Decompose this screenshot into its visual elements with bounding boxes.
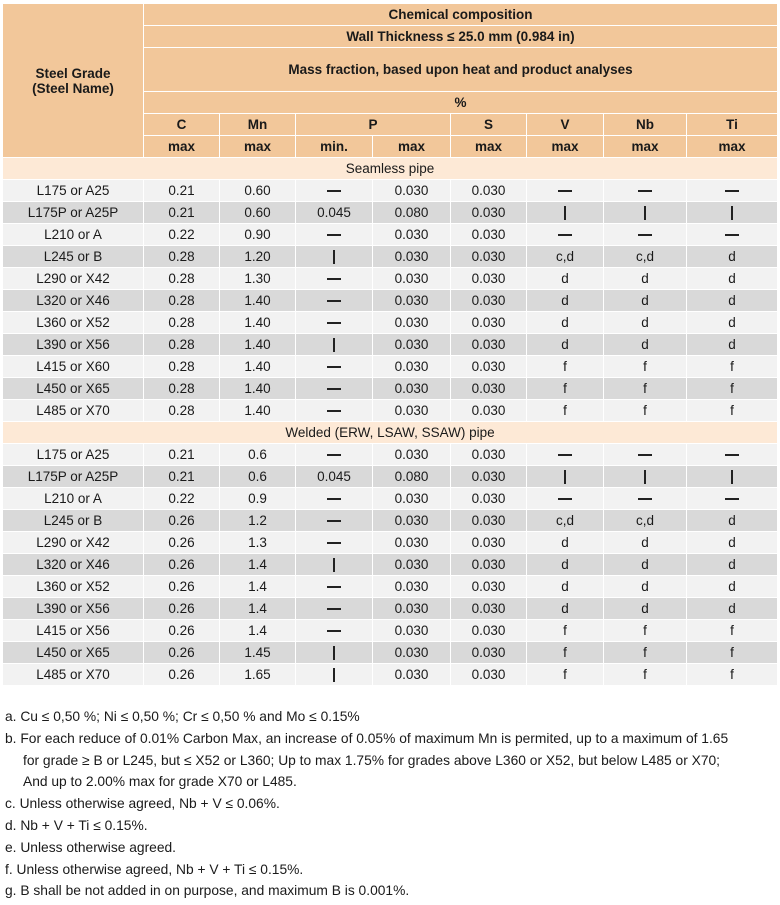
value-cell: 0.030 bbox=[451, 268, 527, 290]
value-cell: 0.030 bbox=[373, 532, 451, 554]
bar-icon bbox=[644, 206, 646, 220]
element-header: Nb bbox=[604, 114, 687, 136]
value-cell: f bbox=[604, 400, 687, 422]
value-cell: 0.90 bbox=[220, 224, 296, 246]
value-cell: 0.26 bbox=[144, 664, 220, 686]
dash-mark bbox=[296, 444, 373, 466]
value-cell: 0.030 bbox=[451, 510, 527, 532]
bar-mark bbox=[296, 334, 373, 356]
value-cell: 1.4 bbox=[220, 598, 296, 620]
limit-header: max bbox=[687, 136, 778, 158]
dash-icon bbox=[327, 608, 341, 610]
bar-icon bbox=[564, 470, 566, 484]
value-cell: d bbox=[604, 576, 687, 598]
steel-grade-cell: L390 or X56 bbox=[3, 334, 144, 356]
value-cell: f bbox=[687, 400, 778, 422]
value-cell: 0.28 bbox=[144, 378, 220, 400]
value-cell: 0.030 bbox=[451, 620, 527, 642]
section-title: Welded (ERW, LSAW, SSAW) pipe bbox=[3, 422, 778, 444]
table-row bbox=[3, 664, 778, 686]
value-cell: 0.26 bbox=[144, 598, 220, 620]
value-cell: 0.030 bbox=[373, 290, 451, 312]
value-cell: 0.030 bbox=[373, 224, 451, 246]
dash-mark bbox=[296, 224, 373, 246]
bar-mark bbox=[296, 664, 373, 686]
value-cell: 1.2 bbox=[220, 510, 296, 532]
steel-grade-cell: L360 or X52 bbox=[3, 312, 144, 334]
value-cell: f bbox=[604, 378, 687, 400]
steel-grade-cell: L360 or X52 bbox=[3, 576, 144, 598]
dash-icon bbox=[725, 454, 739, 456]
footnote-g: g. B shall be not added in on purpose, and maximum B is 0.001%. bbox=[5, 883, 410, 899]
table-row bbox=[3, 510, 778, 532]
dash-icon bbox=[327, 322, 341, 324]
dash-mark bbox=[687, 224, 778, 246]
value-cell: 0.030 bbox=[451, 378, 527, 400]
table-row bbox=[3, 620, 778, 642]
bar-mark bbox=[687, 202, 778, 224]
bar-mark bbox=[604, 202, 687, 224]
value-cell: d bbox=[604, 268, 687, 290]
dash-mark bbox=[296, 488, 373, 510]
steel-grade-cell: L175 or A25 bbox=[3, 444, 144, 466]
value-cell: f bbox=[687, 642, 778, 664]
wall-thickness-header: Wall Thickness ≤ 25.0 mm (0.984 in) bbox=[144, 26, 778, 48]
value-cell: 0.030 bbox=[451, 642, 527, 664]
value-cell: 0.030 bbox=[373, 620, 451, 642]
value-cell: c,d bbox=[604, 510, 687, 532]
value-cell: 0.26 bbox=[144, 532, 220, 554]
value-cell: 0.26 bbox=[144, 576, 220, 598]
value-cell: 0.045 bbox=[296, 466, 373, 488]
value-cell: 0.030 bbox=[373, 598, 451, 620]
value-cell: f bbox=[527, 620, 604, 642]
value-cell: 0.030 bbox=[451, 202, 527, 224]
dash-icon bbox=[558, 454, 572, 456]
bar-icon bbox=[333, 646, 335, 660]
value-cell: 0.22 bbox=[144, 224, 220, 246]
table-row bbox=[3, 356, 778, 378]
dash-icon bbox=[725, 234, 739, 236]
value-cell: f bbox=[527, 642, 604, 664]
bar-icon bbox=[333, 338, 335, 352]
element-header: P bbox=[296, 114, 451, 136]
dash-icon bbox=[558, 234, 572, 236]
bar-icon bbox=[333, 668, 335, 682]
table-row bbox=[3, 312, 778, 334]
value-cell: 0.6 bbox=[220, 444, 296, 466]
dash-mark bbox=[296, 532, 373, 554]
value-cell: 0.28 bbox=[144, 290, 220, 312]
dash-mark bbox=[296, 356, 373, 378]
value-cell: 0.030 bbox=[451, 312, 527, 334]
value-cell: d bbox=[604, 554, 687, 576]
bar-mark bbox=[604, 466, 687, 488]
table-row bbox=[3, 466, 778, 488]
value-cell: 1.3 bbox=[220, 532, 296, 554]
value-cell: 0.030 bbox=[373, 576, 451, 598]
table-row bbox=[3, 576, 778, 598]
steel-grade-cell: L245 or B bbox=[3, 246, 144, 268]
steel-grade-cell: L415 or X56 bbox=[3, 620, 144, 642]
value-cell: 0.030 bbox=[451, 532, 527, 554]
table-row bbox=[3, 642, 778, 664]
table-row bbox=[3, 378, 778, 400]
value-cell: 0.030 bbox=[373, 400, 451, 422]
value-cell: 0.21 bbox=[144, 202, 220, 224]
footnote-e: e. Unless otherwise agreed. bbox=[5, 839, 177, 855]
value-cell: d bbox=[687, 246, 778, 268]
value-cell: 0.030 bbox=[373, 378, 451, 400]
table-row bbox=[3, 334, 778, 356]
dash-icon bbox=[327, 388, 341, 390]
value-cell: 0.030 bbox=[451, 554, 527, 576]
table-row bbox=[3, 444, 778, 466]
value-cell: 0.28 bbox=[144, 246, 220, 268]
steel-grade-cell: L485 or X70 bbox=[3, 664, 144, 686]
value-cell: 1.40 bbox=[220, 400, 296, 422]
value-cell: 0.080 bbox=[373, 466, 451, 488]
value-cell: d bbox=[527, 334, 604, 356]
limit-header: max bbox=[220, 136, 296, 158]
value-cell: 0.21 bbox=[144, 180, 220, 202]
dash-icon bbox=[327, 520, 341, 522]
bar-mark bbox=[296, 246, 373, 268]
value-cell: f bbox=[527, 378, 604, 400]
value-cell: 1.20 bbox=[220, 246, 296, 268]
value-cell: f bbox=[527, 664, 604, 686]
value-cell: d bbox=[527, 576, 604, 598]
steel-grade-cell: L175P or A25P bbox=[3, 202, 144, 224]
value-cell: 0.9 bbox=[220, 488, 296, 510]
value-cell: 0.030 bbox=[451, 356, 527, 378]
value-cell: 1.65 bbox=[220, 664, 296, 686]
bar-icon bbox=[333, 250, 335, 264]
steel-grade-cell: L485 or X70 bbox=[3, 400, 144, 422]
dash-icon bbox=[327, 542, 341, 544]
steel-grade-cell: L175 or A25 bbox=[3, 180, 144, 202]
footnote-a: a. Cu ≤ 0,50 %; Ni ≤ 0,50 %; Cr ≤ 0,50 % and Mo ≤ 0.15% bbox=[5, 709, 360, 724]
dash-icon bbox=[725, 498, 739, 500]
value-cell: 1.40 bbox=[220, 290, 296, 312]
dash-icon bbox=[327, 586, 341, 588]
value-cell: 1.40 bbox=[220, 312, 296, 334]
footnote-d: d. Nb + V + Ti ≤ 0.15%. bbox=[5, 817, 148, 833]
steel-grade-cell: L210 or A bbox=[3, 488, 144, 510]
limit-header: max bbox=[451, 136, 527, 158]
value-cell: 0.030 bbox=[451, 290, 527, 312]
bar-icon bbox=[731, 470, 733, 484]
dash-icon bbox=[327, 234, 341, 236]
dash-icon bbox=[638, 498, 652, 500]
bar-icon bbox=[731, 206, 733, 220]
footnote-b: b. For each reduce of 0.01% Carbon Max, an increase of 0.05% of maximum Mn is permited, up to a maximum of 1.65 bbox=[5, 730, 729, 746]
element-header: S bbox=[451, 114, 527, 136]
value-cell: 0.21 bbox=[144, 444, 220, 466]
dash-icon bbox=[327, 278, 341, 280]
value-cell: 0.045 bbox=[296, 202, 373, 224]
value-cell: 0.28 bbox=[144, 312, 220, 334]
table-row bbox=[3, 554, 778, 576]
value-cell: f bbox=[687, 356, 778, 378]
value-cell: d bbox=[604, 290, 687, 312]
dash-icon bbox=[327, 410, 341, 412]
value-cell: 0.030 bbox=[373, 554, 451, 576]
dash-mark bbox=[527, 444, 604, 466]
value-cell: d bbox=[687, 510, 778, 532]
value-cell: 1.40 bbox=[220, 378, 296, 400]
limit-header: min. bbox=[296, 136, 373, 158]
value-cell: d bbox=[687, 268, 778, 290]
dash-mark bbox=[604, 224, 687, 246]
value-cell: 0.080 bbox=[373, 202, 451, 224]
value-cell: 0.030 bbox=[373, 180, 451, 202]
bar-icon bbox=[564, 206, 566, 220]
value-cell: 0.21 bbox=[144, 466, 220, 488]
value-cell: 0.28 bbox=[144, 400, 220, 422]
value-cell: d bbox=[687, 598, 778, 620]
value-cell: 0.030 bbox=[373, 312, 451, 334]
value-cell: 1.4 bbox=[220, 620, 296, 642]
value-cell: f bbox=[604, 642, 687, 664]
value-cell: d bbox=[604, 312, 687, 334]
dash-icon bbox=[327, 366, 341, 368]
value-cell: 1.4 bbox=[220, 554, 296, 576]
steel-grade-label: Steel Grade bbox=[35, 65, 111, 81]
dash-mark bbox=[296, 290, 373, 312]
value-cell: 0.030 bbox=[373, 488, 451, 510]
steel-grade-cell: L390 or X56 bbox=[3, 598, 144, 620]
table-row bbox=[3, 400, 778, 422]
value-cell: d bbox=[527, 554, 604, 576]
value-cell: d bbox=[687, 576, 778, 598]
value-cell: d bbox=[604, 532, 687, 554]
steel-grade-cell: L290 or X42 bbox=[3, 532, 144, 554]
dash-mark bbox=[687, 488, 778, 510]
dash-mark bbox=[527, 180, 604, 202]
value-cell: d bbox=[527, 312, 604, 334]
dash-mark bbox=[296, 400, 373, 422]
steel-grade-cell: L175P or A25P bbox=[3, 466, 144, 488]
dash-mark bbox=[296, 620, 373, 642]
bar-mark bbox=[687, 466, 778, 488]
bar-icon bbox=[644, 470, 646, 484]
dash-icon bbox=[327, 630, 341, 632]
value-cell: f bbox=[604, 620, 687, 642]
value-cell: d bbox=[527, 268, 604, 290]
value-cell: 0.28 bbox=[144, 356, 220, 378]
bar-icon bbox=[333, 558, 335, 572]
steel-grade-header bbox=[3, 4, 144, 158]
table-title: Chemical composition bbox=[144, 4, 778, 26]
value-cell: d bbox=[527, 598, 604, 620]
dash-mark bbox=[296, 378, 373, 400]
footnote-c: c. Unless otherwise agreed, Nb + V ≤ 0.06%. bbox=[5, 796, 280, 812]
value-cell: 0.030 bbox=[451, 664, 527, 686]
footnote-f: f. Unless otherwise agreed, Nb + V + Ti ≤ 0.15%. bbox=[5, 861, 304, 877]
value-cell: 0.60 bbox=[220, 180, 296, 202]
value-cell: f bbox=[527, 400, 604, 422]
dash-icon bbox=[327, 300, 341, 302]
value-cell: d bbox=[687, 532, 778, 554]
dash-mark bbox=[296, 598, 373, 620]
table-row bbox=[3, 246, 778, 268]
value-cell: c,d bbox=[604, 246, 687, 268]
value-cell: d bbox=[604, 598, 687, 620]
bar-mark bbox=[527, 466, 604, 488]
bar-mark bbox=[527, 202, 604, 224]
value-cell: 0.030 bbox=[373, 642, 451, 664]
steel-grade-cell: L320 or X46 bbox=[3, 554, 144, 576]
value-cell: 0.030 bbox=[451, 334, 527, 356]
bar-mark bbox=[296, 642, 373, 664]
dash-icon bbox=[558, 190, 572, 192]
steel-grade-cell: L320 or X46 bbox=[3, 290, 144, 312]
footnote-b-cont: for grade ≥ B or L245, but ≤ X52 or L360; Up to max 1.75% for grades above L360 or X52, but below L485 or X70; bbox=[23, 752, 720, 768]
value-cell: 0.22 bbox=[144, 488, 220, 510]
value-cell: 0.030 bbox=[373, 510, 451, 532]
steel-grade-cell: L245 or B bbox=[3, 510, 144, 532]
dash-mark bbox=[604, 180, 687, 202]
element-header: C bbox=[144, 114, 220, 136]
limit-header: max bbox=[604, 136, 687, 158]
dash-icon bbox=[558, 498, 572, 500]
table-row bbox=[3, 202, 778, 224]
limit-header: max bbox=[373, 136, 451, 158]
dash-icon bbox=[327, 498, 341, 500]
steel-grade-cell: L290 or X42 bbox=[3, 268, 144, 290]
value-cell: 0.030 bbox=[373, 664, 451, 686]
percent-header: % bbox=[144, 92, 778, 114]
dash-mark bbox=[296, 576, 373, 598]
value-cell: d bbox=[604, 334, 687, 356]
table-row bbox=[3, 268, 778, 290]
steel-grade-cell: L450 or X65 bbox=[3, 378, 144, 400]
element-header: V bbox=[527, 114, 604, 136]
value-cell: 0.030 bbox=[451, 444, 527, 466]
dash-mark bbox=[296, 268, 373, 290]
bar-mark bbox=[296, 554, 373, 576]
limit-header: max bbox=[144, 136, 220, 158]
footnote-b-cont: And up to 2.00% max for grade X70 or L485. bbox=[23, 774, 297, 790]
section-title: Seamless pipe bbox=[3, 158, 778, 180]
dash-mark bbox=[527, 224, 604, 246]
steel-name-label: (Steel Name) bbox=[32, 80, 114, 96]
value-cell: 0.26 bbox=[144, 554, 220, 576]
dash-mark bbox=[687, 444, 778, 466]
value-cell: 0.030 bbox=[451, 246, 527, 268]
table-row bbox=[3, 532, 778, 554]
dash-mark bbox=[296, 510, 373, 532]
value-cell: 0.030 bbox=[451, 224, 527, 246]
dash-mark bbox=[296, 312, 373, 334]
mass-fraction-header: Mass fraction, based upon heat and product analyses bbox=[144, 48, 778, 92]
value-cell: d bbox=[687, 554, 778, 576]
value-cell: d bbox=[687, 312, 778, 334]
limit-header: max bbox=[527, 136, 604, 158]
dash-mark bbox=[604, 444, 687, 466]
element-header: Mn bbox=[220, 114, 296, 136]
value-cell: 1.40 bbox=[220, 334, 296, 356]
value-cell: f bbox=[687, 664, 778, 686]
value-cell: 0.26 bbox=[144, 642, 220, 664]
value-cell: c,d bbox=[527, 246, 604, 268]
value-cell: d bbox=[527, 290, 604, 312]
dash-icon bbox=[327, 190, 341, 192]
steel-grade-cell: L210 or A bbox=[3, 224, 144, 246]
dash-icon bbox=[327, 454, 341, 456]
value-cell: d bbox=[527, 532, 604, 554]
dash-icon bbox=[725, 190, 739, 192]
value-cell: 0.030 bbox=[373, 246, 451, 268]
value-cell: 0.030 bbox=[373, 356, 451, 378]
value-cell: 1.40 bbox=[220, 356, 296, 378]
value-cell: 1.30 bbox=[220, 268, 296, 290]
table-row bbox=[3, 598, 778, 620]
value-cell: 0.030 bbox=[451, 466, 527, 488]
table-row bbox=[3, 180, 778, 202]
value-cell: 1.4 bbox=[220, 576, 296, 598]
dash-icon bbox=[638, 454, 652, 456]
value-cell: 0.60 bbox=[220, 202, 296, 224]
chemical-composition-table bbox=[2, 3, 778, 686]
value-cell: 0.030 bbox=[451, 598, 527, 620]
table-row bbox=[3, 488, 778, 510]
dash-mark bbox=[296, 180, 373, 202]
value-cell: 0.030 bbox=[451, 488, 527, 510]
table-row bbox=[3, 224, 778, 246]
dash-mark bbox=[604, 488, 687, 510]
value-cell: 0.26 bbox=[144, 620, 220, 642]
value-cell: d bbox=[687, 334, 778, 356]
value-cell: 0.030 bbox=[451, 180, 527, 202]
value-cell: 0.030 bbox=[451, 400, 527, 422]
steel-grade-cell: L450 or X65 bbox=[3, 642, 144, 664]
value-cell: 1.45 bbox=[220, 642, 296, 664]
value-cell: 0.030 bbox=[373, 268, 451, 290]
table-row bbox=[3, 290, 778, 312]
value-cell: f bbox=[687, 378, 778, 400]
value-cell: f bbox=[604, 356, 687, 378]
value-cell: 0.28 bbox=[144, 268, 220, 290]
value-cell: f bbox=[604, 664, 687, 686]
value-cell: 0.030 bbox=[451, 576, 527, 598]
value-cell: f bbox=[527, 356, 604, 378]
value-cell: 0.28 bbox=[144, 334, 220, 356]
dash-icon bbox=[638, 190, 652, 192]
footnotes bbox=[5, 706, 775, 902]
value-cell: c,d bbox=[527, 510, 604, 532]
dash-mark bbox=[687, 180, 778, 202]
value-cell: 0.26 bbox=[144, 510, 220, 532]
value-cell: f bbox=[687, 620, 778, 642]
value-cell: 0.6 bbox=[220, 466, 296, 488]
steel-grade-cell: L415 or X60 bbox=[3, 356, 144, 378]
dash-icon bbox=[638, 234, 652, 236]
dash-mark bbox=[527, 488, 604, 510]
element-header: Ti bbox=[687, 114, 778, 136]
value-cell: 0.030 bbox=[373, 334, 451, 356]
value-cell: d bbox=[687, 290, 778, 312]
value-cell: 0.030 bbox=[373, 444, 451, 466]
